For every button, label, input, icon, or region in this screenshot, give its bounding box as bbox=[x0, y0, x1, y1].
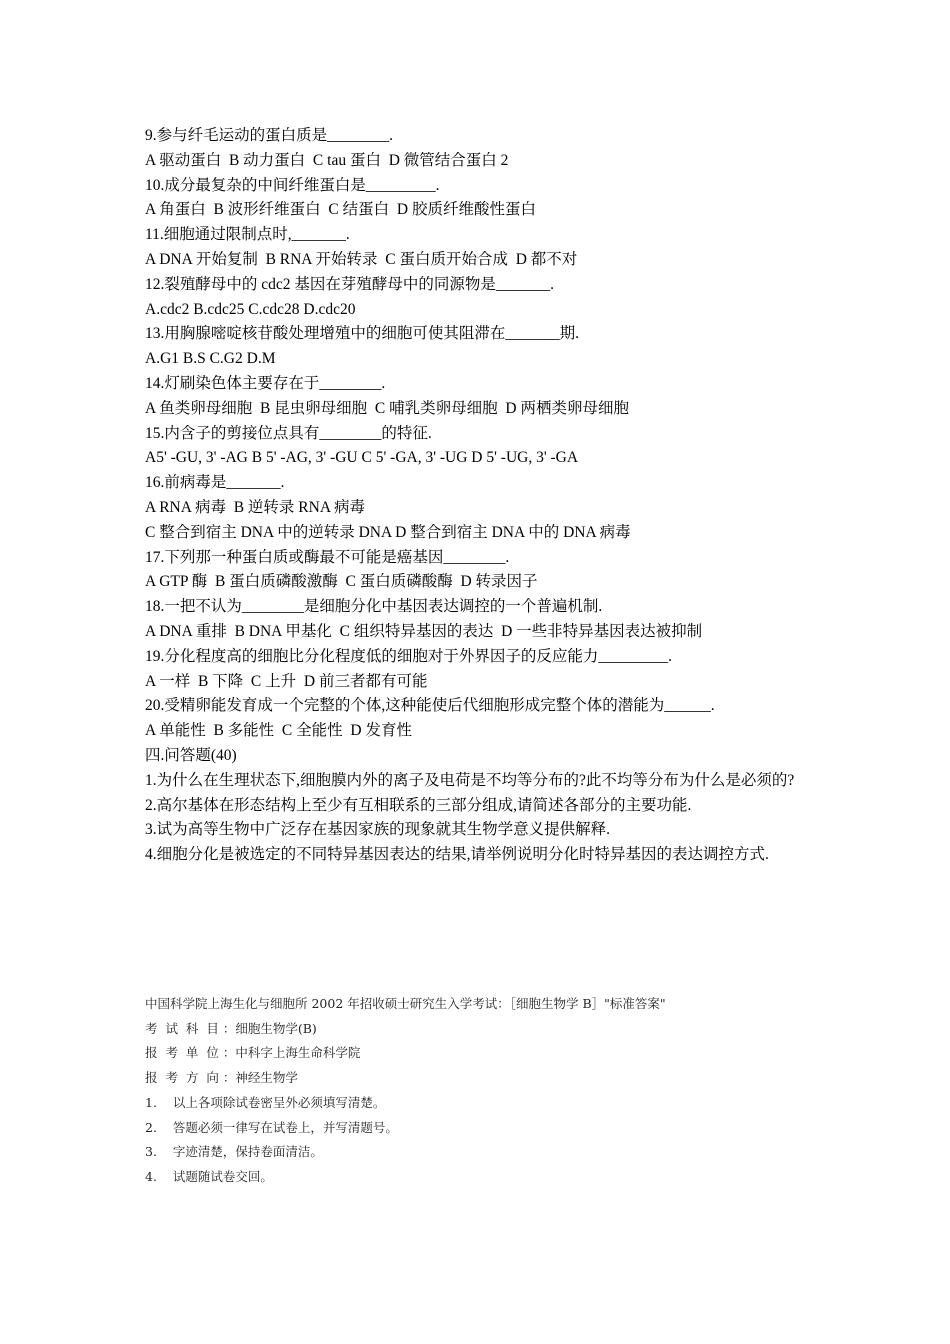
question-13-options: A.G1 B.S C.G2 D.M bbox=[145, 350, 276, 368]
answer-title: 中国科学院上海生化与细胞所 2002 年招收硕士研究生入学考试：［细胞生物学 B］"标准答案" bbox=[145, 996, 666, 1011]
question-10-options: A 角蛋白 B 波形纤维蛋白 C 结蛋白 D 胶质纤维酸性蛋白 bbox=[145, 201, 536, 219]
question-15: 15.内含子的剪接位点具有________的特征. bbox=[145, 424, 432, 442]
exam-direction: 报 考 方 向 ：神经生物学 bbox=[145, 1070, 298, 1086]
exam-subject: 考 试 科 目 ：细胞生物学(B) bbox=[145, 1020, 317, 1036]
essay-question-1: 1.为什么在生理状态下,细胞膜内外的离子及电荷是不均等分布的?此不均等分布为什么是必须的? bbox=[145, 771, 795, 789]
question-14-options: A 鱼类卵母细胞 B 昆虫卵母细胞 C 哺乳类卵母细胞 D 两栖类卵母细胞 bbox=[145, 399, 629, 417]
note-2: 2. 答题必须一律写在试卷上，并写清题号。 bbox=[145, 1119, 398, 1135]
question-10: 10.成分最复杂的中间纤维蛋白是_________. bbox=[145, 176, 440, 194]
question-12: 12.裂殖酵母中的 cdc2 基因在芽殖酵母中的同源物是_______. bbox=[145, 275, 555, 293]
question-9-options: A 驱动蛋白 B 动力蛋白 C tau 蛋白 D 微管结合蛋白 2 bbox=[145, 151, 509, 169]
question-15-options: A5' -GU, 3' -AG B 5' -AG, 3' -GU C 5' -GA, 3' -UG D 5' -UG, 3' -GA bbox=[145, 449, 579, 467]
question-11-options: A DNA 开始复制 B RNA 开始转录 C 蛋白质开始合成 D 都不对 bbox=[145, 250, 578, 268]
question-9: 9.参与纤毛运动的蛋白质是________. bbox=[145, 127, 394, 144]
question-18: 18.一把不认为________是细胞分化中基因表达调控的一个普遍机制. bbox=[145, 598, 603, 616]
question-17-options: A GTP 酶 B 蛋白质磷酸激酶 C 蛋白质磷酸酶 D 转录因子 bbox=[145, 573, 538, 591]
essay-question-2: 2.高尔基体在形态结构上至少有互相联系的三部分组成,请简述各部分的主要功能. bbox=[145, 796, 692, 814]
essay-question-4: 4.细胞分化是被选定的不同特异基因表达的结果,请举例说明分化时特异基因的表达调控方式. bbox=[145, 846, 769, 864]
question-18-options: A DNA 重排 B DNA 甲基化 C 组织特异基因的表达 D 一些非特异基因表达被抑制 bbox=[145, 622, 703, 640]
essay-question-3: 3.试为高等生物中广泛存在基因家族的现象就其生物学意义提供解释. bbox=[145, 821, 611, 839]
question-12-options: A.cdc2 B.cdc25 C.cdc28 D.cdc20 bbox=[145, 300, 356, 318]
question-16-options-cd: C 整合到宿主 DNA 中的逆转录 DNA D 整合到宿主 DNA 中的 DNA 病毒 bbox=[145, 523, 631, 541]
question-16: 16.前病毒是_______. bbox=[145, 474, 285, 492]
exam-questions bbox=[145, 124, 825, 868]
answer-header bbox=[145, 992, 825, 1190]
question-19-options: A 一样 B 下降 C 上升 D 前三者都有可能 bbox=[145, 672, 428, 690]
question-13: 13.用胸腺嘧啶核苷酸处理增殖中的细胞可使其阻滞在_______期. bbox=[145, 325, 580, 343]
question-16-options-ab: A RNA 病毒 B 逆转录 RNA 病毒 bbox=[145, 498, 366, 516]
question-20-options: A 单能性 B 多能性 C 全能性 D 发育性 bbox=[145, 722, 412, 740]
note-3: 3. 字迹清楚，保持卷面清洁。 bbox=[145, 1144, 323, 1160]
exam-unit: 报 考 单 位 ：中科字上海生命科学院 bbox=[145, 1045, 361, 1061]
question-19: 19.分化程度高的细胞比分化程度低的细胞对于外界因子的反应能力_________. bbox=[145, 647, 673, 665]
section-heading: 四.问答题(40) bbox=[145, 746, 237, 764]
question-17: 17.下列那一种蛋白质或酶最不可能是癌基因________. bbox=[145, 548, 510, 566]
note-1: 1. 以上各项除试卷密呈外必须填写清楚。 bbox=[145, 1094, 386, 1110]
question-14: 14.灯刷染色体主要存在于________. bbox=[145, 374, 386, 392]
question-11: 11.细胞通过限制点时,_______. bbox=[145, 226, 350, 244]
question-20: 20.受精卵能发育成一个完整的个体,这种能使后代细胞形成完整个体的潜能为______. bbox=[145, 697, 715, 715]
note-4: 4. 试题随试卷交回。 bbox=[145, 1168, 273, 1184]
